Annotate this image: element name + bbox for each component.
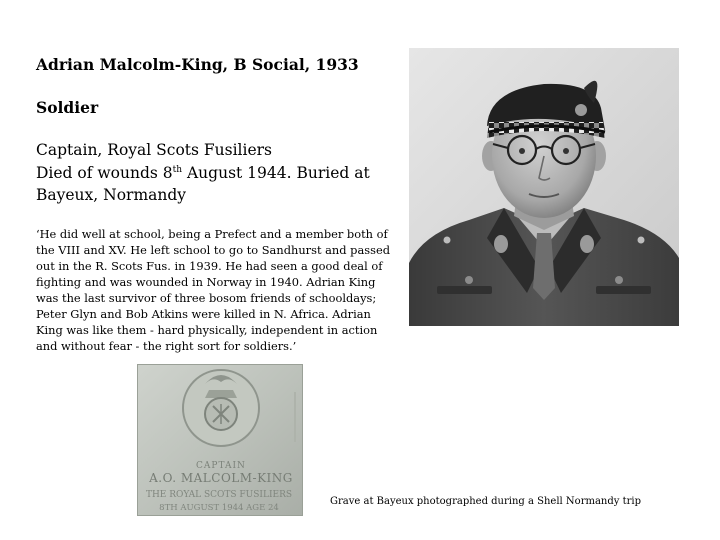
burial-place: Bayeux, Normandy <box>36 186 187 204</box>
headstone-photo <box>137 364 303 516</box>
headstone-line-3: THE ROYAL SCOTS FUSILIERS <box>145 490 293 500</box>
page-subtitle: Soldier <box>36 98 99 117</box>
died-prefix: Died of wounds 8 <box>36 164 173 182</box>
portrait-photo <box>409 48 679 326</box>
school-quote: ‘He did well at school, being a Prefect and a member both of the VIII and XV. He left school to go to Sandhurst and passed out in the R. Scots Fus. in 1939. He had seen a good deal of fighting and was wounded in Norway in 1940. Adrian King was the last survivor of three bosom friends of schooldays; Peter Glyn and Bob Atkins were killed in N. Africa. Adrian King was like them - hard physically, independent in action and without fear - the right sort for soldiers.’ <box>36 227 390 353</box>
headstone-line-4: 8TH AUGUST 1944 AGE 24 <box>159 503 279 513</box>
headstone-line-2: A.O. MALCOLM-KING <box>149 471 293 485</box>
headstone-line-1: CAPTAIN <box>196 461 246 471</box>
death-details <box>36 162 386 206</box>
died-superscript: th <box>172 165 183 175</box>
died-rest: August 1944. Buried at <box>182 164 370 182</box>
page-title: Adrian Malcolm-King, B Social, 1933 <box>36 55 359 74</box>
rank-text: Captain, Royal Scots Fusiliers <box>36 141 273 159</box>
photo-caption: Grave at Bayeux photographed during a Shell Normandy trip <box>330 496 641 507</box>
